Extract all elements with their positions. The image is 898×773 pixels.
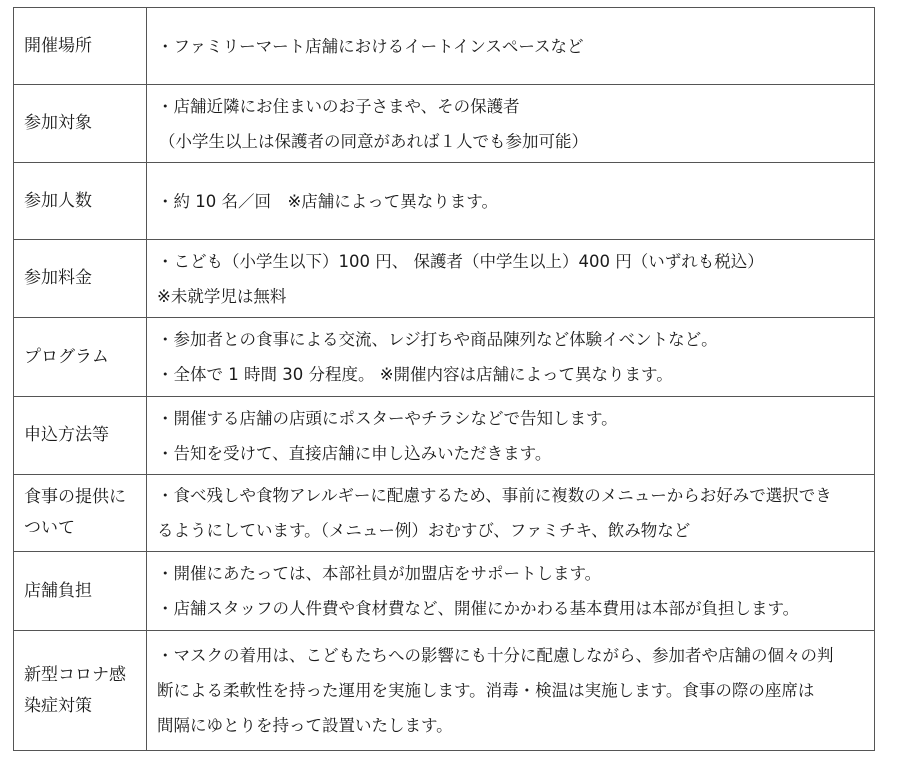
table-row-fee — [14, 240, 875, 318]
value-line: ・参加者との食事による交流、レジ打ちや商品陳列など体験イベントなど。 — [157, 330, 718, 349]
label-text: 申込方法等 — [24, 425, 109, 445]
value-fee — [147, 240, 875, 318]
value-line: ・マスクの着用は、こどもたちへの影響にも十分に配慮しながら、参加者や店舗の個々の判 — [157, 646, 834, 665]
value-line: ・全体で 1 時間 30 分程度。 ※開催内容は店舗によって異なります。 — [157, 365, 673, 384]
table-row-covid — [14, 631, 875, 751]
label-program — [14, 318, 147, 397]
value-line: ・こども（小学生以下）100 円、 保護者（中学生以上）400 円（いずれも税込） — [157, 251, 764, 271]
label-text: 参加料金 — [24, 268, 92, 288]
label-text: 染症対策 — [24, 695, 92, 716]
table-row-meal — [14, 475, 875, 552]
label-text: プログラム — [24, 346, 109, 367]
label-store-burden — [14, 552, 147, 631]
label-text: 新型コロナ感 — [24, 664, 126, 685]
label-text: 開催場所 — [24, 35, 92, 56]
value-line: 断による柔軟性を持った運用を実施します。消毒・検温は実施します。食事の際の座席は — [157, 681, 815, 700]
label-text: 食事の提供に — [24, 487, 126, 507]
label-meal — [14, 475, 147, 552]
value-line: ・店舗近隣にお住まいのお子さまや、その保護者 — [157, 96, 520, 116]
value-meal — [147, 475, 875, 552]
info-table — [13, 7, 875, 751]
label-text: 参加人数 — [24, 190, 92, 211]
value-application — [147, 397, 875, 475]
table-row-venue — [14, 8, 875, 85]
table-row-participants — [14, 163, 875, 240]
label-fee — [14, 240, 147, 318]
table-row-application — [14, 397, 875, 475]
value-line: ・店舗スタッフの人件費や食材費など、開催にかかわる基本費用は本部が負担します。 — [157, 599, 800, 618]
value-line: ・告知を受けて、直接店舗に申し込みいただきます。 — [157, 443, 552, 463]
value-covid — [147, 631, 875, 751]
label-application — [14, 397, 147, 475]
table-row-store-burden — [14, 552, 875, 631]
value-line: ※未就学児は無料 — [157, 286, 287, 306]
label-target — [14, 85, 147, 163]
value-line: ・開催にあたっては、本部社員が加盟店をサポートします。 — [157, 564, 602, 583]
label-covid — [14, 631, 147, 751]
table-row-target — [14, 85, 875, 163]
value-line: ・約 10 名／回 ※店舗によって異なります。 — [157, 191, 498, 211]
value-line: （小学生以上は保護者の同意があれば１人でも参加可能） — [159, 131, 588, 151]
value-line: 間隔にゆとりを持って設置いたします。 — [157, 716, 453, 735]
value-venue — [147, 8, 875, 85]
label-text: 参加対象 — [24, 113, 92, 133]
label-text: 店舗負担 — [24, 580, 92, 601]
value-participants — [147, 163, 875, 240]
value-program — [147, 318, 875, 397]
label-venue — [14, 8, 147, 85]
table-row-program — [14, 318, 875, 397]
label-participants — [14, 163, 147, 240]
value-line: ・食べ残しや食物アレルギーに配慮するため、事前に複数のメニューからお好みで選択でき — [157, 486, 832, 505]
value-line: ・開催する店舗の店頭にポスターやチラシなどで告知します。 — [157, 408, 618, 428]
value-line: ・ファミリーマート店舗におけるイートインスペースなど — [157, 36, 584, 56]
value-target — [147, 85, 875, 163]
value-line: るようにしています。（メニュー例）おむすび、ファミチキ、飲み物など — [157, 521, 691, 540]
value-store-burden — [147, 552, 875, 631]
label-text: ついて — [24, 518, 75, 538]
